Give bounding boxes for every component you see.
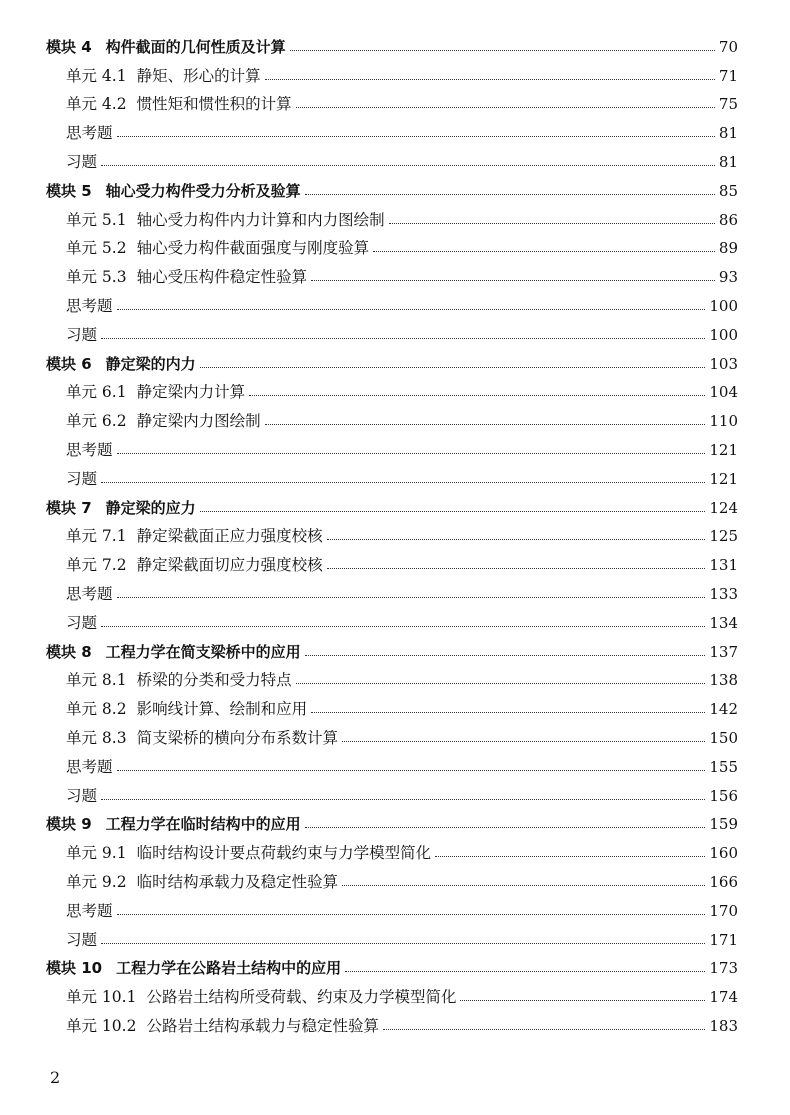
toc-entry-page: 170 <box>709 901 738 920</box>
toc-entry-title: 静定梁的内力 <box>105 354 196 373</box>
page-number: 2 <box>50 1068 61 1087</box>
toc-entry-page: 166 <box>709 872 738 891</box>
toc-entry-label <box>66 411 261 431</box>
toc-unit-entry[interactable] <box>46 579 738 608</box>
toc-entry-title: 习题 <box>66 930 98 949</box>
toc-unit-entry[interactable] <box>46 550 738 579</box>
toc-unit-entry[interactable] <box>46 925 738 954</box>
toc-unit-entry[interactable] <box>46 723 738 752</box>
toc-entry-label <box>66 94 292 114</box>
toc-entry-label <box>46 37 286 57</box>
dot-leader <box>373 251 715 252</box>
toc-entry-page: 86 <box>718 210 738 229</box>
toc-entry-title: 工程力学在公路岩土结构中的应用 <box>116 959 342 978</box>
toc-entry-label <box>66 238 369 258</box>
dot-leader <box>101 626 705 627</box>
toc-unit-entry[interactable] <box>46 522 738 551</box>
toc-entry-title: 轴心受力构件受力分析及验算 <box>105 181 301 200</box>
toc-entry-label <box>66 843 431 863</box>
toc-entry-title: 思考题 <box>66 757 113 776</box>
dot-leader <box>200 367 706 368</box>
toc-entry-title: 轴心受压构件稳定性验算 <box>136 268 308 287</box>
toc-entry-page: 183 <box>709 1016 738 1035</box>
toc-entry-number: 模块 5 <box>46 181 92 200</box>
toc-entry-title: 静矩、形心的计算 <box>136 66 261 85</box>
toc-entry-number: 单元 4.1 <box>66 66 127 85</box>
toc-entry-page: 171 <box>709 930 738 949</box>
toc-entry-number: 模块 10 <box>46 959 103 978</box>
toc-entry-title: 惯性矩和惯性积的计算 <box>136 95 292 114</box>
dot-leader <box>342 741 705 742</box>
toc-entry-number: 模块 7 <box>46 498 92 517</box>
dot-leader <box>117 136 715 137</box>
toc-entry-label <box>66 123 113 143</box>
toc-entry-page: 124 <box>709 498 738 517</box>
toc-entry-label <box>66 440 113 460</box>
toc-entry-label <box>66 930 97 950</box>
toc-entry-title: 构件截面的几何性质及计算 <box>105 37 286 56</box>
toc-entry-number: 模块 6 <box>46 354 92 373</box>
toc-entry-label <box>66 987 456 1007</box>
toc-entry-label <box>66 526 323 546</box>
toc-entry-title: 临时结构设计要点荷载约束与力学模型简化 <box>136 844 432 863</box>
toc-entry-page: 100 <box>709 296 738 315</box>
dot-leader <box>383 1029 705 1030</box>
dot-leader <box>117 914 706 915</box>
dot-leader <box>305 827 706 828</box>
toc-entry-label <box>46 181 301 201</box>
toc-entry-label <box>66 670 292 690</box>
toc-entry-number: 单元 9.1 <box>66 844 127 863</box>
toc-entry-page: 71 <box>718 66 738 85</box>
toc-entry-number: 单元 5.3 <box>66 268 127 287</box>
toc-entry-title: 桥梁的分类和受力特点 <box>136 671 292 690</box>
toc-unit-entry[interactable] <box>46 982 738 1011</box>
toc-entry-page: 138 <box>709 671 738 690</box>
toc-entry-label <box>66 699 307 719</box>
toc-entry-label <box>66 296 113 316</box>
toc-entry-page: 131 <box>709 556 738 575</box>
dot-leader <box>200 511 706 512</box>
toc-entry-title: 静定梁内力计算 <box>136 383 246 402</box>
toc-entry-label <box>46 958 341 978</box>
toc-entry-page: 160 <box>709 844 738 863</box>
toc-entry-label <box>66 786 97 806</box>
toc-unit-entry[interactable] <box>46 781 738 810</box>
toc-entry-title: 思考题 <box>66 124 113 143</box>
toc-entry-title: 习题 <box>66 325 98 344</box>
dot-leader <box>327 539 706 540</box>
toc-unit-entry[interactable] <box>46 147 738 176</box>
toc-entry-page: 89 <box>718 239 738 258</box>
dot-leader <box>265 424 706 425</box>
toc-entry-title: 静定梁截面正应力强度校核 <box>136 527 323 546</box>
toc-entry-label <box>66 728 338 748</box>
dot-leader <box>296 683 706 684</box>
toc-entry-page: 134 <box>709 613 738 632</box>
toc-unit-entry[interactable] <box>46 666 738 695</box>
dot-leader <box>460 1000 705 1001</box>
toc-unit-entry[interactable] <box>46 320 738 349</box>
toc-entry-number: 单元 10.1 <box>66 988 137 1007</box>
toc-entry-title: 思考题 <box>66 440 113 459</box>
toc-unit-entry[interactable] <box>46 694 738 723</box>
toc-entry-page: 103 <box>709 354 738 373</box>
toc-entry-number: 单元 6.1 <box>66 383 127 402</box>
dot-leader <box>101 943 705 944</box>
toc-entry-title: 轴心受力构件截面强度与刚度验算 <box>136 239 370 258</box>
toc-module-entry[interactable] <box>46 637 738 666</box>
toc-entry-number: 单元 9.2 <box>66 872 127 891</box>
toc-entry-number: 单元 5.2 <box>66 239 127 258</box>
toc-module-entry[interactable] <box>46 810 738 839</box>
toc-entry-page: 159 <box>709 815 738 834</box>
toc-entry-title: 工程力学在简支梁桥中的应用 <box>105 642 301 661</box>
toc-entry-label <box>66 757 113 777</box>
toc-entry-number: 单元 8.1 <box>66 671 127 690</box>
toc-entry-page: 100 <box>709 325 738 344</box>
toc-entry-page: 137 <box>709 642 738 661</box>
toc-unit-entry[interactable] <box>46 118 738 147</box>
dot-leader <box>305 655 706 656</box>
toc-entry-number: 单元 7.2 <box>66 556 127 575</box>
toc-entry-page: 156 <box>709 786 738 805</box>
toc-entry-label <box>66 901 113 921</box>
dot-leader <box>290 50 715 51</box>
toc-entry-title: 工程力学在临时结构中的应用 <box>105 815 301 834</box>
dot-leader <box>265 79 715 80</box>
toc-unit-entry[interactable] <box>46 61 738 90</box>
toc-unit-entry[interactable] <box>46 608 738 637</box>
toc-entry-label <box>66 325 97 345</box>
toc-entry-label <box>46 354 196 374</box>
toc-entry-number: 单元 4.2 <box>66 95 127 114</box>
toc-entry-page: 155 <box>709 757 738 776</box>
toc-entry-title: 静定梁的应力 <box>105 498 196 517</box>
dot-leader <box>101 338 705 339</box>
toc-entry-title: 轴心受力构件内力计算和内力图绘制 <box>136 210 385 229</box>
dot-leader <box>101 165 715 166</box>
table-of-contents <box>46 32 738 1040</box>
toc-entry-label <box>46 498 196 518</box>
toc-entry-label <box>66 872 338 892</box>
toc-entry-label <box>66 469 97 489</box>
toc-entry-title: 简支梁桥的横向分布系数计算 <box>136 728 339 747</box>
toc-unit-entry[interactable] <box>46 406 738 435</box>
toc-entry-number: 单元 8.3 <box>66 728 127 747</box>
toc-entry-title: 思考题 <box>66 296 113 315</box>
toc-module-entry[interactable] <box>46 349 738 378</box>
toc-entry-number: 单元 8.2 <box>66 700 127 719</box>
toc-entry-page: 85 <box>718 181 738 200</box>
toc-entry-title: 习题 <box>66 613 98 632</box>
toc-entry-label <box>66 382 245 402</box>
toc-unit-entry[interactable] <box>46 867 738 896</box>
toc-entry-number: 单元 10.2 <box>66 1016 137 1035</box>
toc-entry-title: 影响线计算、绘制和应用 <box>136 700 308 719</box>
toc-unit-entry[interactable] <box>46 205 738 234</box>
dot-leader <box>117 597 706 598</box>
toc-entry-number: 单元 6.2 <box>66 412 127 431</box>
dot-leader <box>117 770 706 771</box>
toc-entry-title: 静定梁内力图绘制 <box>136 412 261 431</box>
toc-entry-number: 模块 4 <box>46 37 92 56</box>
toc-entry-title: 公路岩土结构所受荷载、约束及力学模型简化 <box>146 988 457 1007</box>
toc-entry-page: 173 <box>709 959 738 978</box>
toc-entry-label <box>66 613 97 633</box>
toc-module-entry[interactable] <box>46 954 738 983</box>
dot-leader <box>117 309 706 310</box>
toc-unit-entry[interactable] <box>46 90 738 119</box>
dot-leader <box>389 223 715 224</box>
toc-entry-title: 思考题 <box>66 584 113 603</box>
toc-unit-entry[interactable] <box>46 1011 738 1040</box>
toc-entry-page: 125 <box>709 527 738 546</box>
dot-leader <box>117 453 706 454</box>
toc-entry-page: 81 <box>718 124 738 143</box>
dot-leader <box>342 885 705 886</box>
toc-unit-entry[interactable] <box>46 752 738 781</box>
toc-entry-label <box>46 814 301 834</box>
dot-leader <box>311 280 715 281</box>
toc-entry-number: 单元 7.1 <box>66 527 127 546</box>
toc-entry-page: 174 <box>709 988 738 1007</box>
dot-leader <box>101 799 705 800</box>
toc-entry-page: 70 <box>718 37 738 56</box>
toc-entry-title: 临时结构承载力及稳定性验算 <box>136 872 339 891</box>
toc-unit-entry[interactable] <box>46 291 738 320</box>
toc-entry-number: 模块 8 <box>46 642 92 661</box>
dot-leader <box>311 712 705 713</box>
toc-unit-entry[interactable] <box>46 896 738 925</box>
toc-entry-page: 142 <box>709 700 738 719</box>
toc-entry-label <box>66 555 323 575</box>
toc-entry-page: 133 <box>709 584 738 603</box>
toc-unit-entry[interactable] <box>46 838 738 867</box>
toc-entry-number: 模块 9 <box>46 815 92 834</box>
toc-entry-page: 150 <box>709 728 738 747</box>
dot-leader <box>101 482 705 483</box>
toc-module-entry[interactable] <box>46 32 738 61</box>
toc-entry-page: 110 <box>709 412 738 431</box>
toc-entry-title: 公路岩土结构承载力与稳定性验算 <box>146 1016 379 1035</box>
toc-entry-page: 121 <box>709 440 738 459</box>
toc-module-entry[interactable] <box>46 493 738 522</box>
toc-entry-label <box>66 66 261 86</box>
toc-entry-label <box>66 152 97 172</box>
dot-leader <box>305 194 715 195</box>
dot-leader <box>345 971 705 972</box>
toc-entry-page: 104 <box>709 383 738 402</box>
dot-leader <box>327 568 706 569</box>
toc-entry-page: 75 <box>718 95 738 114</box>
toc-entry-label <box>46 642 301 662</box>
toc-entry-page: 93 <box>718 268 738 287</box>
dot-leader <box>435 856 705 857</box>
dot-leader <box>296 107 715 108</box>
toc-entry-title: 静定梁截面切应力强度校核 <box>136 556 323 575</box>
toc-entry-title: 习题 <box>66 469 98 488</box>
toc-entry-label <box>66 267 307 287</box>
toc-entry-page: 121 <box>709 469 738 488</box>
toc-entry-title: 思考题 <box>66 901 113 920</box>
toc-entry-title: 习题 <box>66 152 98 171</box>
dot-leader <box>249 395 705 396</box>
toc-entry-label <box>66 210 385 230</box>
toc-entry-page: 81 <box>718 152 738 171</box>
toc-unit-entry[interactable] <box>46 262 738 291</box>
toc-unit-entry[interactable] <box>46 378 738 407</box>
toc-unit-entry[interactable] <box>46 234 738 263</box>
toc-unit-entry[interactable] <box>46 435 738 464</box>
toc-entry-label <box>66 1016 379 1036</box>
toc-module-entry[interactable] <box>46 176 738 205</box>
toc-entry-title: 习题 <box>66 786 98 805</box>
toc-entry-number: 单元 5.1 <box>66 210 127 229</box>
toc-unit-entry[interactable] <box>46 464 738 493</box>
toc-entry-label <box>66 584 113 604</box>
